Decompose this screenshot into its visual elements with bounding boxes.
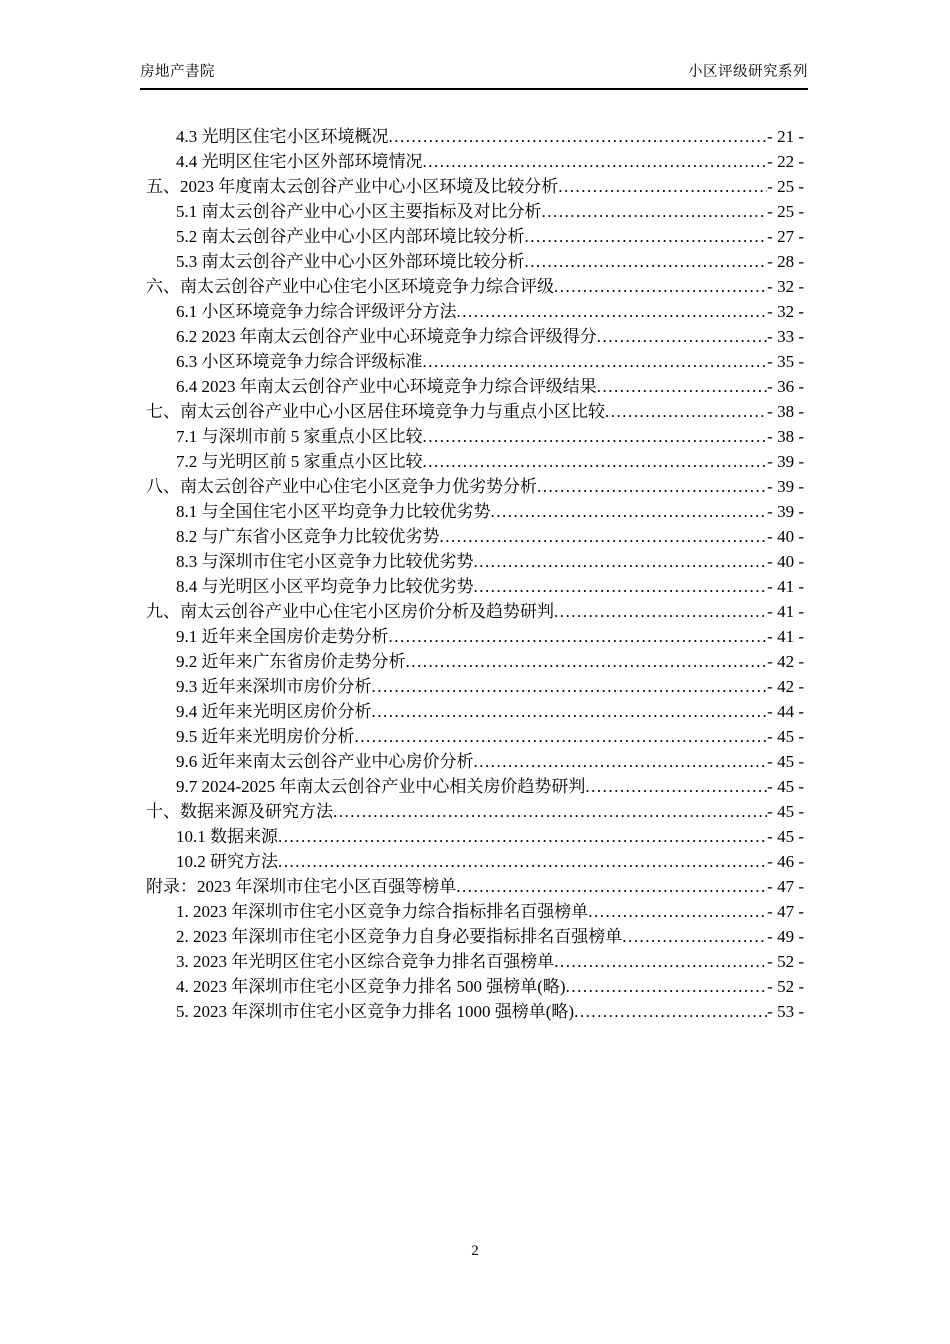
toc-entry	[146, 799, 804, 824]
toc-entry-label: 3. 2023 年光明区住宅小区综合竞争力排名百强榜单	[176, 952, 555, 971]
toc-dot-leader	[554, 599, 767, 624]
toc-entry-page: - 38 -	[767, 427, 804, 446]
toc-entry-page: - 44 -	[767, 702, 804, 721]
toc-dot-leader	[457, 299, 768, 324]
toc-entry	[146, 499, 804, 524]
toc-entry-label: 7.1 与深圳市前 5 家重点小区比较	[176, 427, 423, 446]
toc-entry-page: - 47 -	[767, 902, 804, 921]
toc-entry	[146, 824, 804, 849]
toc-dot-leader	[597, 374, 767, 399]
toc-entry	[146, 749, 804, 774]
toc-dot-leader	[440, 524, 768, 549]
toc-entry	[146, 724, 804, 749]
toc-dot-leader	[278, 824, 767, 849]
toc-entry	[146, 874, 804, 899]
toc-entry-label: 9.2 近年来广东省房价走势分析	[176, 652, 406, 671]
toc-entry-label: 5.1 南太云创谷产业中心小区主要指标及对比分析	[176, 202, 542, 221]
toc-entry-label: 6.3 小区环境竞争力综合评级标准	[176, 352, 423, 371]
toc-dot-leader	[491, 499, 768, 524]
header-right-text: 小区评级研究系列	[688, 64, 808, 80]
toc-entry-label: 5.3 南太云创谷产业中心小区外部环境比较分析	[176, 252, 525, 271]
toc-entry-label: 8.4 与光明区小区平均竞争力比较优劣势	[176, 577, 474, 596]
toc-entry	[146, 124, 804, 149]
toc-entry	[146, 199, 804, 224]
toc-entry-page: - 52 -	[767, 977, 804, 996]
toc-entry-label: 7.2 与光明区前 5 家重点小区比较	[176, 452, 423, 471]
toc-dot-leader	[585, 774, 767, 799]
toc-entry-page: - 49 -	[767, 927, 804, 946]
toc-dot-leader	[406, 649, 768, 674]
toc-entry-label: 8.2 与广东省小区竞争力比较优劣势	[176, 527, 440, 546]
toc-dot-leader	[588, 899, 767, 924]
toc-dot-leader	[474, 549, 768, 574]
toc-dot-leader	[474, 749, 768, 774]
toc-entry	[146, 449, 804, 474]
toc-entry-page: - 42 -	[767, 652, 804, 671]
toc-dot-leader	[278, 849, 767, 874]
toc-entry-page: - 36 -	[767, 377, 804, 396]
toc-entry-page: - 39 -	[767, 452, 804, 471]
toc-entry	[146, 349, 804, 374]
toc-entry-label: 10.2 研究方法	[176, 852, 278, 871]
toc-entry-label: 2. 2023 年深圳市住宅小区竞争力自身必要指标排名百强榜单	[176, 927, 623, 946]
toc-entry	[146, 549, 804, 574]
toc-dot-leader	[355, 724, 768, 749]
toc-dot-leader	[389, 124, 768, 149]
toc-entry	[146, 999, 804, 1024]
toc-entry-label: 6.2 2023 年南太云创谷产业中心环境竞争力综合评级得分	[176, 327, 597, 346]
toc-entry-label: 6.4 2023 年南太云创谷产业中心环境竞争力综合评级结果	[176, 377, 597, 396]
table-of-contents	[146, 124, 804, 1024]
toc-entry-label: 5.2 南太云创谷产业中心小区内部环境比较分析	[176, 227, 525, 246]
toc-entry-label: 附录：2023 年深圳市住宅小区百强等榜单	[146, 877, 457, 896]
toc-entry-page: - 41 -	[767, 627, 804, 646]
toc-entry-page: - 45 -	[767, 827, 804, 846]
toc-dot-leader	[622, 924, 767, 949]
toc-entry-label: 1. 2023 年深圳市住宅小区竞争力综合指标排名百强榜单	[176, 902, 589, 921]
toc-dot-leader	[456, 874, 767, 899]
toc-entry	[146, 949, 804, 974]
toc-entry-label: 4.4 光明区住宅小区外部环境情况	[176, 152, 423, 171]
toc-entry-page: - 39 -	[767, 477, 804, 496]
toc-entry	[146, 324, 804, 349]
toc-entry-page: - 35 -	[767, 352, 804, 371]
toc-entry-label: 八、南太云创谷产业中心住宅小区竞争力优劣势分析	[146, 477, 537, 496]
toc-entry-label: 七、南太云创谷产业中心小区居住环境竞争力与重点小区比较	[146, 402, 605, 421]
toc-entry	[146, 424, 804, 449]
toc-entry	[146, 599, 804, 624]
toc-entry-page: - 53 -	[767, 1002, 804, 1021]
toc-dot-leader	[423, 349, 768, 374]
toc-entry-label: 8.3 与深圳市住宅小区竞争力比较优劣势	[176, 552, 474, 571]
toc-entry-label: 9.4 近年来光明区房价分析	[176, 702, 372, 721]
toc-entry-page: - 27 -	[767, 227, 804, 246]
toc-entry	[146, 524, 804, 549]
toc-entry	[146, 274, 804, 299]
toc-entry-page: - 42 -	[767, 677, 804, 696]
toc-entry-page: - 32 -	[767, 302, 804, 321]
toc-dot-leader	[372, 699, 768, 724]
toc-entry-label: 9.7 2024-2025 年南太云创谷产业中心相关房价趋势研判	[176, 777, 586, 796]
header-left-text: 房地产書院	[140, 64, 215, 80]
toc-entry	[146, 174, 804, 199]
toc-entry	[146, 924, 804, 949]
toc-entry-label: 10.1 数据来源	[176, 827, 278, 846]
toc-entry-page: - 39 -	[767, 502, 804, 521]
toc-dot-leader	[542, 199, 768, 224]
toc-dot-leader	[525, 224, 768, 249]
toc-entry	[146, 149, 804, 174]
toc-entry-label: 十、数据来源及研究方法	[146, 802, 333, 821]
toc-entry-page: - 52 -	[767, 952, 804, 971]
toc-entry-label: 9.6 近年来南太云创谷产业中心房价分析	[176, 752, 474, 771]
toc-entry-page: - 28 -	[767, 252, 804, 271]
toc-dot-leader	[474, 574, 768, 599]
toc-entry	[146, 574, 804, 599]
toc-entry-label: 六、南太云创谷产业中心住宅小区环境竞争力综合评级	[146, 277, 554, 296]
toc-dot-leader	[525, 249, 768, 274]
toc-dot-leader	[554, 949, 767, 974]
toc-entry-label: 5. 2023 年深圳市住宅小区竞争力排名 1000 强榜单(略)	[176, 1002, 575, 1021]
toc-entry-page: - 45 -	[767, 802, 804, 821]
toc-dot-leader	[423, 449, 768, 474]
toc-entry-page: - 33 -	[767, 327, 804, 346]
toc-entry	[146, 249, 804, 274]
toc-dot-leader	[605, 399, 767, 424]
toc-entry	[146, 974, 804, 999]
toc-entry	[146, 699, 804, 724]
toc-entry-page: - 32 -	[767, 277, 804, 296]
page-header	[140, 60, 808, 81]
toc-entry-page: - 45 -	[767, 777, 804, 796]
toc-dot-leader	[566, 974, 768, 999]
toc-dot-leader	[372, 674, 768, 699]
toc-dot-leader	[537, 474, 767, 499]
toc-entry-page: - 45 -	[767, 727, 804, 746]
toc-entry-page: - 40 -	[767, 552, 804, 571]
toc-dot-leader	[574, 999, 767, 1024]
toc-entry-label: 五、2023 年度南太云创谷产业中心小区环境及比较分析	[146, 177, 559, 196]
toc-entry	[146, 899, 804, 924]
toc-entry	[146, 299, 804, 324]
toc-entry	[146, 224, 804, 249]
toc-entry-page: - 45 -	[767, 752, 804, 771]
page-footer	[0, 1243, 950, 1260]
toc-entry	[146, 674, 804, 699]
toc-entry-label: 9.1 近年来全国房价走势分析	[176, 627, 389, 646]
toc-entry-label: 8.1 与全国住宅小区平均竞争力比较优劣势	[176, 502, 491, 521]
toc-entry	[146, 849, 804, 874]
toc-entry	[146, 374, 804, 399]
toc-entry-page: - 25 -	[767, 177, 804, 196]
toc-entry-page: - 47 -	[767, 877, 804, 896]
toc-entry-page: - 41 -	[767, 577, 804, 596]
toc-dot-leader	[558, 174, 767, 199]
toc-entry	[146, 624, 804, 649]
toc-dot-leader	[597, 324, 767, 349]
toc-dot-leader	[423, 424, 768, 449]
toc-entry-page: - 41 -	[767, 602, 804, 621]
toc-entry-page: - 38 -	[767, 402, 804, 421]
toc-entry-label: 9.3 近年来深圳市房价分析	[176, 677, 372, 696]
toc-entry-page: - 22 -	[767, 152, 804, 171]
toc-entry-label: 6.1 小区环境竞争力综合评级评分方法	[176, 302, 457, 321]
toc-dot-leader	[554, 274, 767, 299]
toc-entry	[146, 474, 804, 499]
toc-entry-label: 九、南太云创谷产业中心住宅小区房价分析及趋势研判	[146, 602, 554, 621]
toc-entry-page: - 46 -	[767, 852, 804, 871]
toc-dot-leader	[423, 149, 768, 174]
toc-entry-page: - 21 -	[767, 127, 804, 146]
toc-entry-page: - 25 -	[767, 202, 804, 221]
toc-entry-label: 4. 2023 年深圳市住宅小区竞争力排名 500 强榜单(略)	[176, 977, 566, 996]
header-divider	[140, 88, 808, 90]
toc-dot-leader	[389, 624, 768, 649]
toc-entry-page: - 40 -	[767, 527, 804, 546]
toc-entry	[146, 774, 804, 799]
toc-entry-label: 9.5 近年来光明房价分析	[176, 727, 355, 746]
toc-entry	[146, 649, 804, 674]
toc-entry	[146, 399, 804, 424]
page-number: 2	[471, 1243, 479, 1259]
toc-entry-label: 4.3 光明区住宅小区环境概况	[176, 127, 389, 146]
toc-dot-leader	[333, 799, 767, 824]
